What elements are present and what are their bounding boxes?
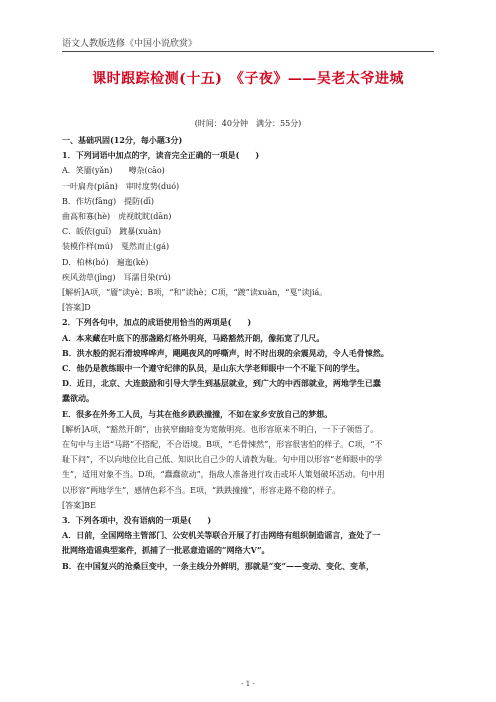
text-line: 在句中与主语“马路”不搭配，不合语境。B项，“毛骨悚然”，形容很害怕的样子。C项，“不 xyxy=(62,440,383,450)
page-number: - 1 - xyxy=(241,680,255,688)
header-rule xyxy=(62,51,434,52)
text-line: 一、基础巩固(12分，每小题3分) xyxy=(62,135,183,145)
text-line: C．他仍是教练眼中一个遵守纪律的队员，是山东大学老师眼中一个不耻下问的学生。 xyxy=(62,363,365,374)
text-line: A．日前，全国网络主管部门、公安机关等联合开展了打击网络有组织制造谣言，查处了一 xyxy=(62,530,381,541)
text-line: 一叶扁舟(piān) 审时度势(duó) xyxy=(62,181,180,191)
text-line: C．皈依(guī) 踱暴(xuàn) xyxy=(62,227,162,237)
time-score-line: (时间：40分钟 满分：55分) xyxy=(194,119,302,128)
text-line: [解析]A项，“豁然开朗”，由狭窄幽暗变为宽敞明亮。也形容原来不明白，一下子领悟了。 xyxy=(62,424,379,434)
text-line: A．本来藏在叶底下的那盏路灯格外明亮，马路豁然开朗，像拓宽了几尺。 xyxy=(62,332,325,343)
text-line: B．在中国复兴的沧桑巨变中，一条主线分外鲜明，那就是“变”——变动、变化、变革， xyxy=(62,560,374,571)
text-line: 装模作样(mú) 戛然而止(gá) xyxy=(62,242,170,252)
text-line: B．洪水般的泥石滑坡哗哗声，飓飓夜风的呼嘶声，时不时出现的余震晃动，令人毛骨悚然。 xyxy=(62,347,389,358)
text-line: [解析]A项，“靥”读yè；B项，“和”读hè；C项，“踱”读xuàn，“戛”读jiá。 xyxy=(62,288,328,298)
text-line: [答案]BE xyxy=(62,500,96,510)
text-line: D．柏林(bó) 遍迤(kè) xyxy=(62,257,149,267)
text-line: B．作坊(fāng) 提防(dī) xyxy=(62,196,155,206)
text-line: 曲高和寡(hè) 虎视眈眈(dān) xyxy=(62,212,172,222)
text-line: 3．下列各项中，没有语病的一项是( ) xyxy=(62,515,212,526)
text-line: 疾风劲草(jìng) 耳濡目染(rú) xyxy=(62,272,171,282)
text-line: 2．下列各句中，加点的成语使用恰当的两项是( ) xyxy=(62,317,252,328)
text-line: 以形容“两地学生”，感情色彩不当。E项，“跌跌撞撞”，形容走路不稳的样子。 xyxy=(62,485,341,495)
page-title: 课时跟踪检测(十五) 《子夜》——吴老太爷进城 xyxy=(92,71,404,87)
text-line: 批网络造谣典型案件，抓捕了一批恶意造谣的“网络大V”。 xyxy=(62,545,270,556)
text-line: 蠢欲动。 xyxy=(62,393,94,404)
document-body xyxy=(62,133,434,574)
text-line: A．笑靥(yǎn) 噂杂(cāo) xyxy=(62,166,165,176)
text-line: 生”，适用对象不当。D项，“蠢蠢欲动”，指敌人准备进行攻击或坏人策划破坏活动。句中用 xyxy=(62,470,385,480)
text-line: [答案]D xyxy=(62,303,91,313)
text-line: E．很多在外务工人员，与其在他乡跌跌撞撞，不如在家乡安放自己的梦想。 xyxy=(62,408,333,419)
text-line: D．近日，北京、大连鼓励和引导大学生到基层就业，到广大的中西部就业，两地学生已蠢 xyxy=(62,378,381,389)
running-header: 语文人教版选修《中国小说欣赏》 xyxy=(62,39,198,49)
text-line: 耻下问”，不以向地位比自己低、知识比自己少的人请教为耻。句中用以形容“老师眼中的学 xyxy=(62,455,383,465)
text-line: 1．下列词语中加点的字，读音完全正确的一项是( ) xyxy=(62,150,260,161)
